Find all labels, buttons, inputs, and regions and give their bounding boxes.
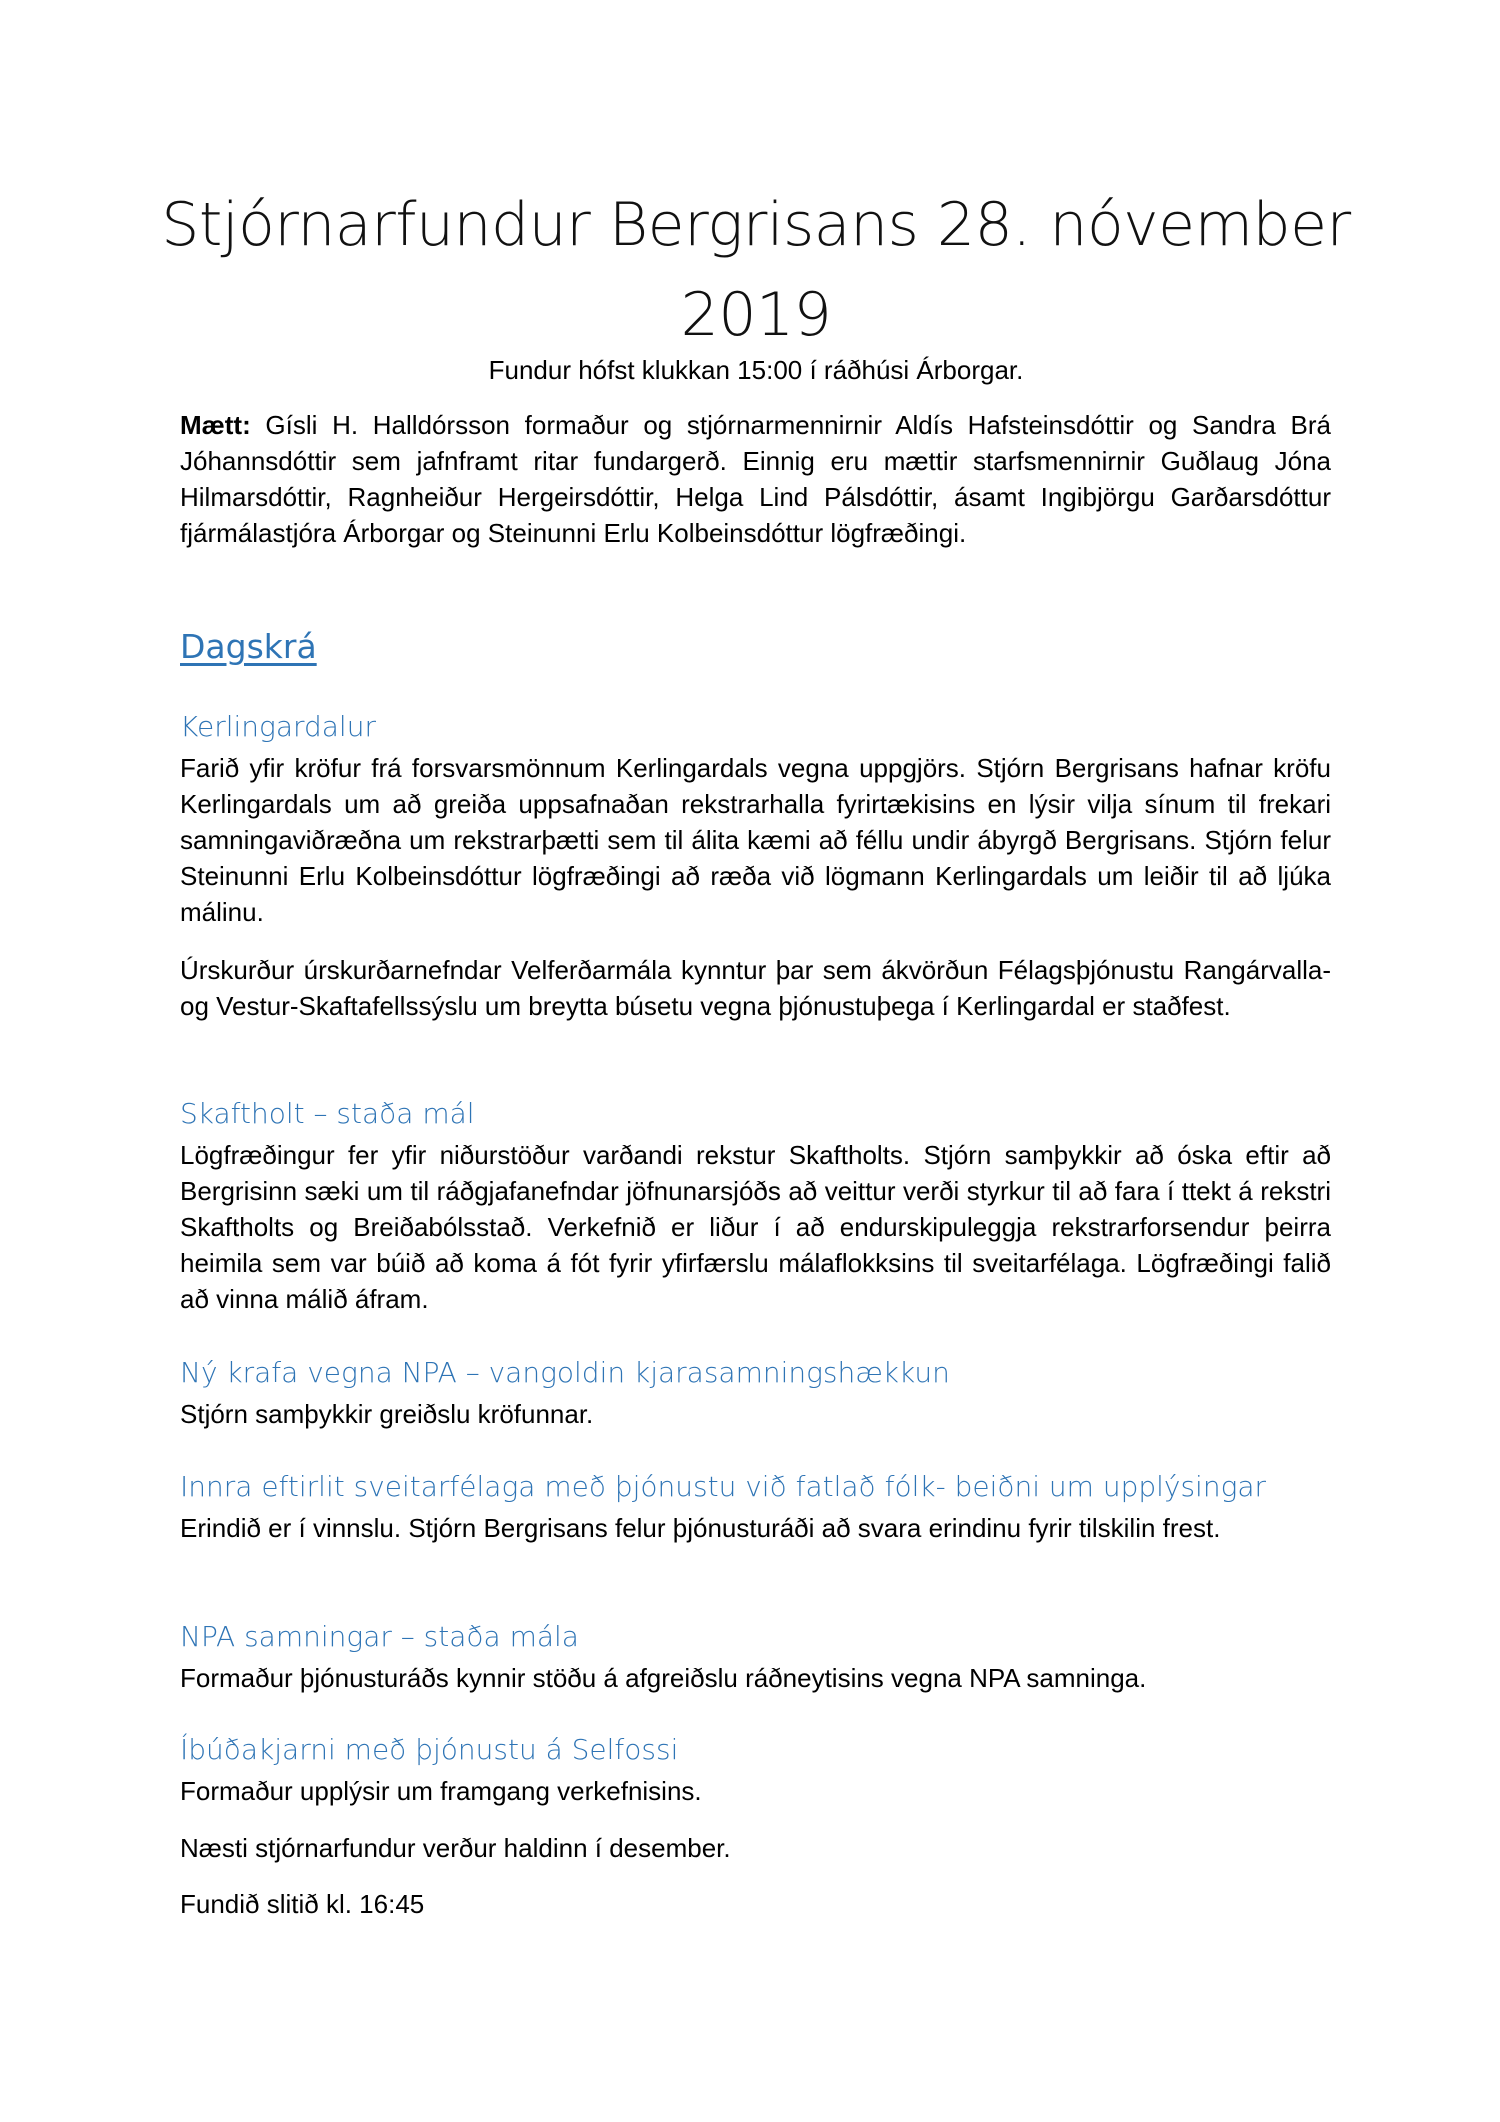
item-heading-npa-krafa: Ný krafa vegna NPA – vangoldin kjarasamningshækkun xyxy=(180,1356,950,1389)
item-heading-ibudakjarni: Íbúðakjarni með þjónustu á Selfossi xyxy=(180,1733,679,1766)
next-meeting-note: Næsti stjórnarfundur verður haldinn í desember. xyxy=(180,1833,731,1863)
attendance-paragraph xyxy=(180,407,1331,551)
document-title-line1: Stjórnarfundur Bergrisans 28. nóvember xyxy=(161,190,1351,260)
item-paragraph: Formaður upplýsir um framgang verkefnisins. xyxy=(180,1776,702,1806)
meeting-start-note: Fundur hófst klukkan 15:00 í ráðhúsi Árborgar. xyxy=(488,355,1024,385)
item-paragraph: Stjórn samþykkir greiðslu kröfunnar. xyxy=(180,1399,594,1429)
closing-note: Fundið slitið kl. 16:45 xyxy=(180,1889,425,1919)
item-paragraph: Farið yfir kröfur frá forsvarsmönnum Kerlingardals vegna uppgjörs. Stjórn Bergrisans hafnar kröfu Kerlingardals um að greiða uppsafnaðan rekstrarhalla fyrirtækisins en lýsir vilja sínum til frekari samningaviðræðna um rekstrarþætti sem til álita kæmi að féllu undir ábyrgð Bergrisans. Stjórn felur Steinunni Erlu Kolbeinsdóttur lögfræðingi að ræða við lögmann Kerlingardals um leiðir til að ljúka málinu. xyxy=(180,753,1331,927)
agenda-heading: Dagskrá xyxy=(180,627,317,666)
item-heading-innra-eftirlit: Innra eftirlit sveitarfélaga með þjónustu við fatlað fólk- beiðni um upplýsingar xyxy=(180,1470,1267,1503)
attendance-label: Mætt: xyxy=(180,410,251,440)
document-title-line2: 2019 xyxy=(680,280,832,350)
item-heading-npa-samningar: NPA samningar – staða mála xyxy=(180,1620,579,1653)
item-paragraph: Erindið er í vinnslu. Stjórn Bergrisans felur þjónusturáði að svara erindinu fyrir tilskilin frest. xyxy=(180,1513,1221,1543)
attendance-text: Gísli H. Halldórsson formaður og stjórnarmennirnir Aldís Hafsteinsdóttir og Sandra Brá Jóhannsdóttir sem jafnframt ritar fundargerð. Einnig eru mættir starfsmennirnir Guðlaug Jóna Hilmarsdóttir, Ragnheiður Hergeirsdóttir, Helga Lind Pálsdóttir, ásamt Ingibjörgu Garðarsdóttur fjármálastjóra Árborgar og Steinunni Erlu Kolbeinsdóttur lögfræðingi. xyxy=(180,410,1331,548)
item-heading-kerlingardalur: Kerlingardalur xyxy=(180,710,376,743)
item-paragraph: Formaður þjónusturáðs kynnir stöðu á afgreiðslu ráðneytisins vegna NPA samninga. xyxy=(180,1663,1147,1693)
item-paragraph: Úrskurður úrskurðarnefndar Velferðarmála kynntur þar sem ákvörðun Félagsþjónustu Rangárvalla- og Vestur-Skaftafellssýslu um breytta búsetu vegna þjónustuþega í Kerlingardal er staðfest. xyxy=(180,955,1331,1021)
item-paragraph: Lögfræðingur fer yfir niðurstöður varðandi rekstur Skaftholts. Stjórn samþykkir að óska eftir að Bergrisinn sæki um til ráðgjafanefndar jöfnunarsjóðs að veittur verði styrkur til að fara í ttekt á rekstri Skaftholts og Breiðabólsstað. Verkefnið er liður í að endurskipuleggja rekstrarforsendur þeirra heimila sem var búið að koma á fót fyrir yfirfærslu málaflokksins til sveitarfélaga. Lögfræðingi falið að vinna málið áfram. xyxy=(180,1140,1331,1314)
item-heading-skaftholt: Skaftholt – staða mál xyxy=(180,1097,475,1130)
